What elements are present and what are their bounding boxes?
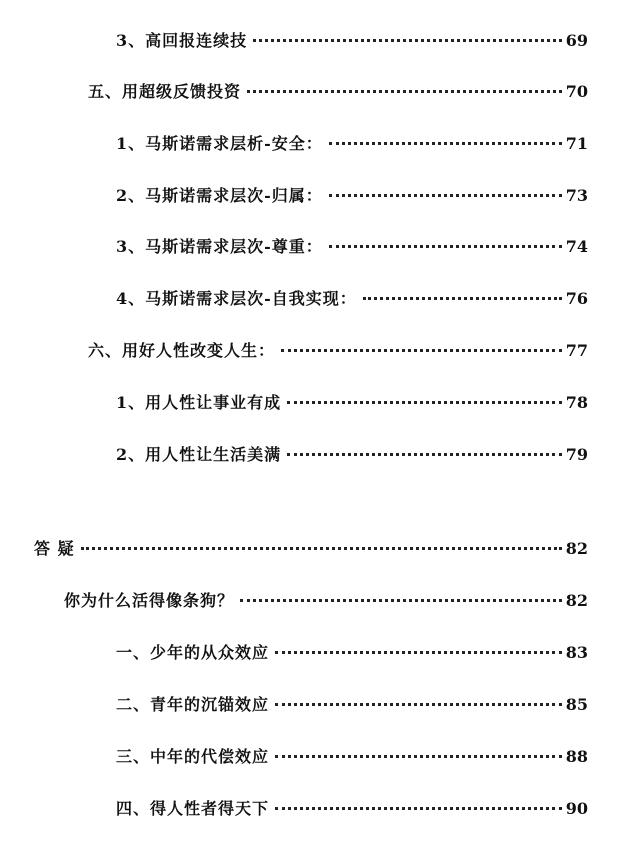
toc-entry-page: 73	[565, 186, 588, 205]
toc-entry	[88, 79, 588, 102]
toc-entry	[116, 442, 588, 465]
toc-entry-page: 83	[565, 643, 588, 662]
toc-entry-title: 4、马斯诺需求层次-自我实现：	[116, 289, 357, 308]
dot-leader	[329, 194, 562, 197]
toc-entry-page: 82	[565, 539, 588, 558]
toc-entry	[116, 692, 588, 715]
toc-entry	[116, 234, 588, 257]
toc-entry-title: 答 疑	[34, 539, 75, 558]
toc-entry-title: 1、用人性让事业有成	[116, 393, 282, 412]
toc-entry-title: 三、中年的代偿效应	[116, 747, 270, 766]
dot-leader	[247, 90, 562, 93]
dot-leader	[329, 142, 562, 145]
toc-entry-page: 71	[565, 134, 588, 153]
toc-entry-title: 你为什么活得像条狗？	[64, 591, 235, 610]
dot-leader	[287, 401, 562, 404]
toc-entry-title: 六、用好人性改变人生：	[88, 341, 276, 360]
toc-entry-title: 3、高回报连续技	[116, 31, 248, 50]
toc-entry-title: 四、得人性者得天下	[116, 799, 270, 818]
toc-entry	[116, 183, 588, 206]
toc-entry-title: 1、马斯诺需求层析-安全：	[116, 134, 323, 153]
dot-leader	[329, 245, 562, 248]
toc-entry	[88, 338, 588, 361]
toc-entry-page: 69	[565, 31, 588, 50]
dot-leader	[275, 755, 562, 758]
toc-entry	[116, 28, 588, 51]
toc-entry	[116, 796, 588, 819]
toc-entry-title: 五、用超级反馈投资	[88, 82, 242, 101]
toc-entry-page: 79	[565, 445, 588, 464]
dot-leader	[275, 651, 562, 654]
toc-entry-page: 90	[565, 799, 588, 818]
dot-leader	[275, 703, 562, 706]
dot-leader	[240, 599, 562, 602]
dot-leader	[253, 39, 562, 42]
dot-leader	[363, 297, 562, 300]
toc-entry-page: 77	[565, 341, 588, 360]
toc-entry	[116, 744, 588, 767]
toc-entry-title: 二、青年的沉锚效应	[116, 695, 270, 714]
toc-entry	[116, 390, 588, 413]
toc-entry	[116, 286, 588, 309]
dot-leader	[287, 453, 562, 456]
dot-leader	[281, 349, 562, 352]
toc-entry-page: 74	[565, 237, 588, 256]
toc-entry-page: 78	[565, 393, 588, 412]
toc-entry	[116, 640, 588, 663]
toc-entry-page: 76	[565, 289, 588, 308]
toc-entry-title: 一、少年的从众效应	[116, 643, 270, 662]
dot-leader	[81, 547, 562, 550]
toc-entry-page: 88	[565, 747, 588, 766]
toc-entry-title: 2、马斯诺需求层次-归属：	[116, 186, 323, 205]
toc-entry	[64, 588, 588, 611]
toc-entry	[116, 131, 588, 154]
toc-entry-page: 85	[565, 695, 588, 714]
toc-entry-page: 82	[565, 591, 588, 610]
dot-leader	[275, 807, 562, 810]
toc-entry-page: 70	[565, 82, 588, 101]
toc-entry-title: 3、马斯诺需求层次-尊重：	[116, 237, 323, 256]
toc-entry	[34, 536, 588, 559]
toc-entry-title: 2、用人性让生活美满	[116, 445, 282, 464]
